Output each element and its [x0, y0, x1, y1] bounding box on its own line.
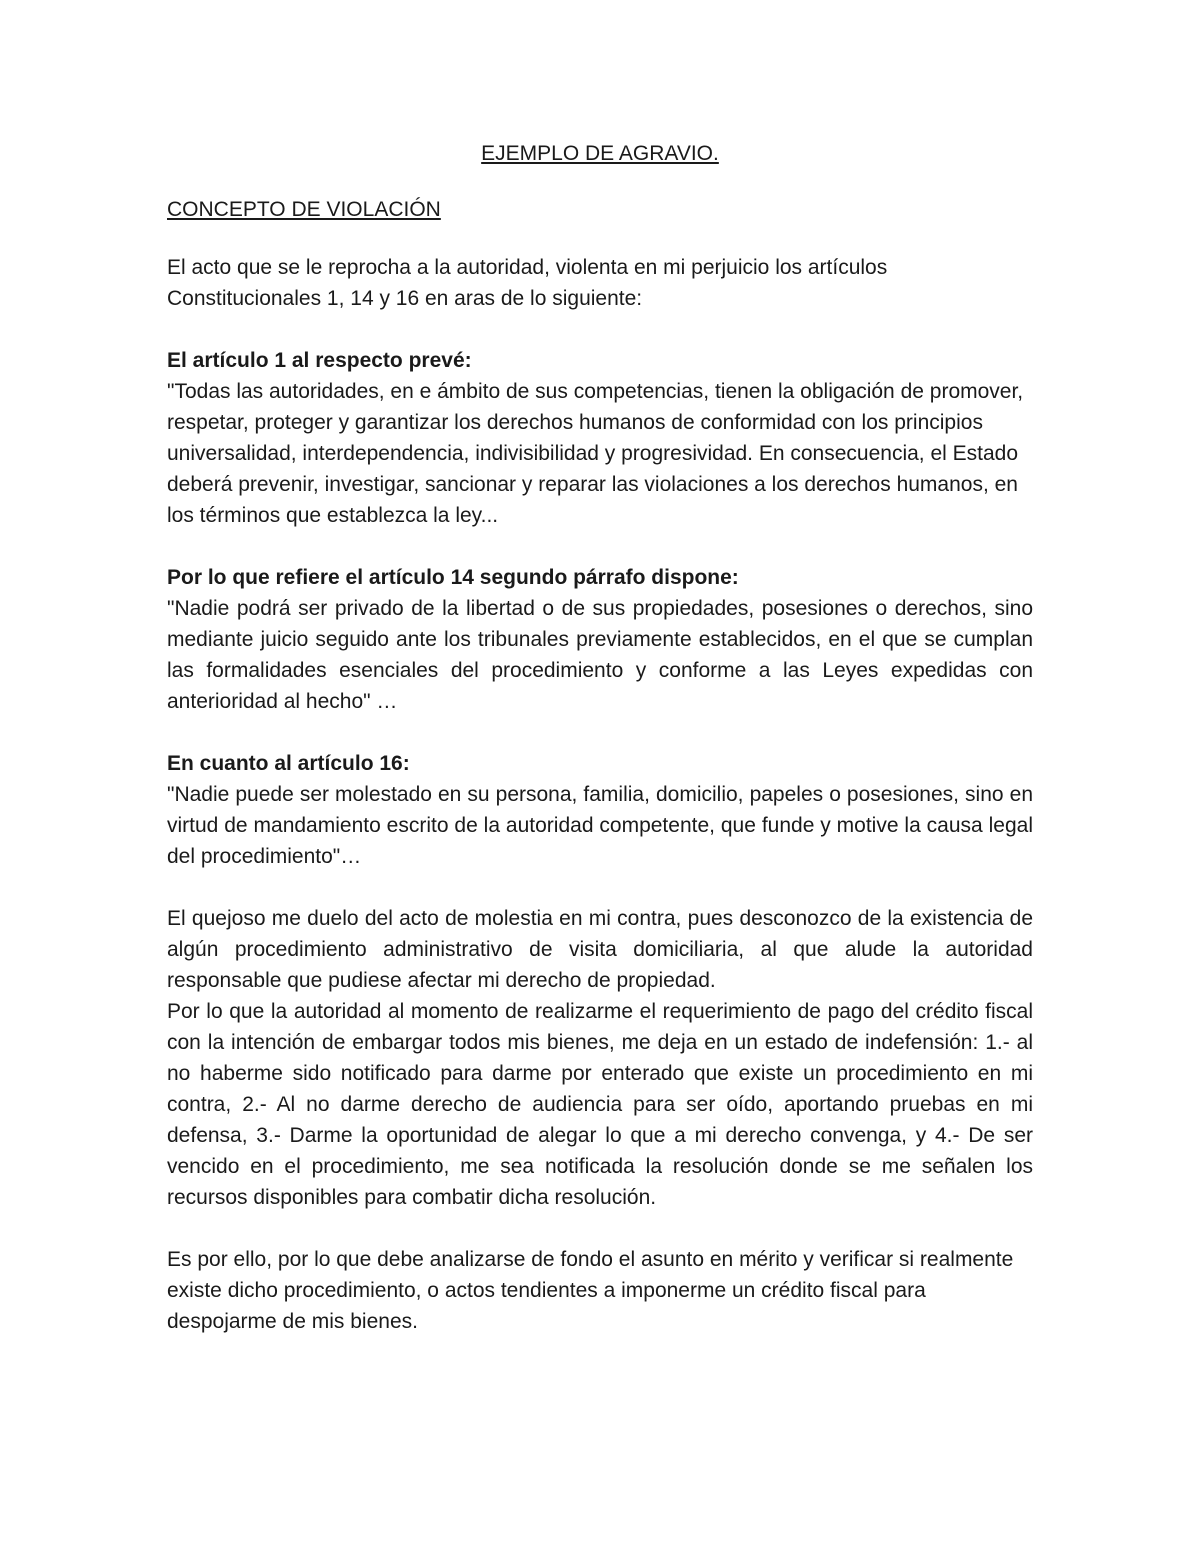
article-16-text: "Nadie puede ser molestado en su persona, familia, domicilio, papeles o posesiones, sino en virtud de mandamiento escrito de la autoridad competente, que funde y motive la causa legal del procedimiento"… [167, 783, 1033, 868]
document-title: EJEMPLO DE AGRAVIO. [481, 142, 719, 165]
complaint-paragraph: El quejoso me duelo del acto de molestia en mi contra, pues desconozco de la existencia de algún procedimiento administrativo de visita domiciliaria, al que alude la autoridad responsable que pudiese afectar mi derecho de propiedad. [167, 907, 1033, 992]
paragraph-spacer [167, 872, 1033, 903]
article-1-heading: El artículo 1 al respecto prevé: [167, 349, 472, 372]
paragraph-spacer [167, 314, 1033, 345]
document-body [167, 138, 1033, 1337]
article-16-heading: En cuanto al artículo 16: [167, 752, 410, 775]
argument-paragraph: Por lo que la autoridad al momento de realizarme el requerimiento de pago del crédito fiscal con la intención de embargar todos mis bienes, me deja en un estado de indefensión: 1.- al no haberme sido notificado para darme por enterado que existe un procedimiento en mi contra, 2.- Al no darme derecho de audiencia para ser oído, aportando pruebas en mi defensa, 3.- Darme la oportunidad de alegar lo que a mi derecho convenga, y 4.- De ser vencido en el procedimiento, me sea notificada la resolución donde se me señalen los recursos disponibles para combatir dicha resolución. [167, 1000, 1033, 1209]
paragraph-spacer [167, 1213, 1033, 1244]
article-1-text: "Todas las autoridades, en e ámbito de sus competencias, tienen la obligación de promover, respetar, proteger y garantizar los derechos humanos de conformidad con los principios universalidad, interdependencia, indivisibilidad y progresividad. En consecuencia, el Estado deberá prevenir, investigar, sancionar y reparar las violaciones a los derechos humanos, en los términos que establezca la ley... [167, 380, 1024, 527]
intro-paragraph: El acto que se le reprocha a la autoridad, violenta en mi perjuicio los artículos Constitucionales 1, 14 y 16 en aras de lo siguiente: [167, 256, 888, 310]
paragraph-spacer [167, 717, 1033, 748]
conclusion-paragraph: Es por ello, por lo que debe analizarse de fondo el asunto en mérito y verificar si realmente existe dicho procedimiento, o actos tendientes a imponerme un crédito fiscal para despojarme de mis bienes. [167, 1248, 1014, 1333]
article-14-text: "Nadie podrá ser privado de la libertad o de sus propiedades, posesiones o derechos, sino mediante juicio seguido ante los tribunales previamente establecidos, en el que se cumplan las formalidades esenciales del procedimiento y conforme a las Leyes expedidas con anterioridad al hecho" … [167, 597, 1033, 713]
article-14-heading: Por lo que refiere el artículo 14 segundo párrafo dispone: [167, 566, 739, 589]
document-subtitle: CONCEPTO DE VIOLACIÓN [167, 198, 441, 221]
paragraph-spacer [167, 531, 1033, 562]
